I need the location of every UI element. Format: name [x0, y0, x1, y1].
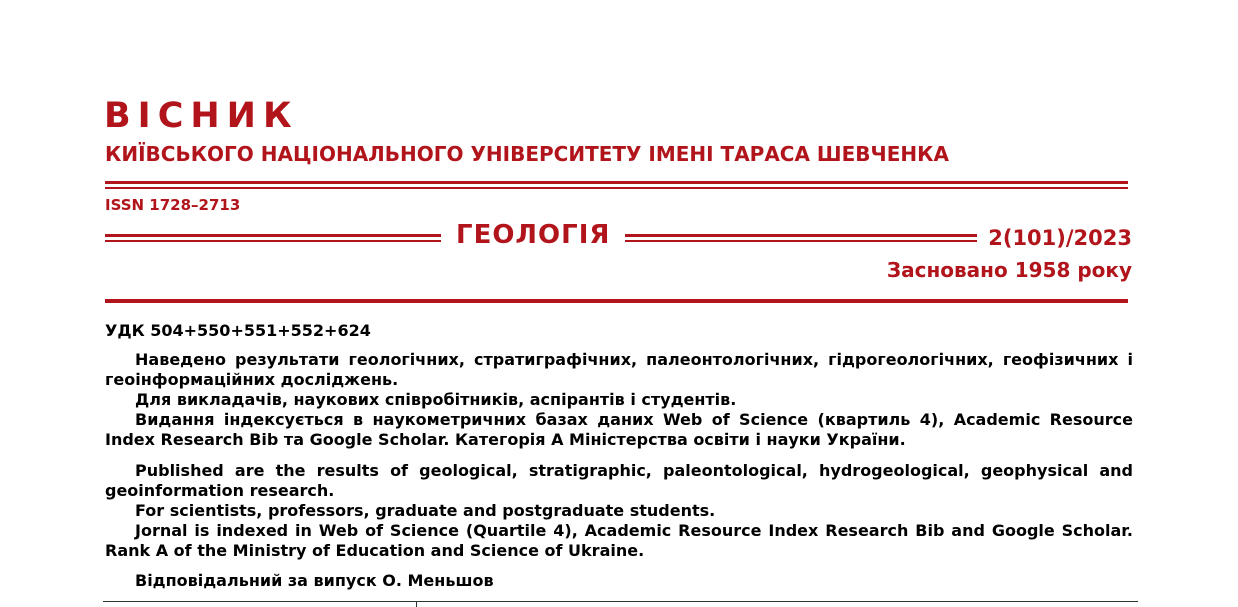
header-divider	[105, 181, 1128, 189]
ukrainian-description	[105, 350, 1133, 450]
university-name: КИЇВСЬКОГО НАЦІОНАЛЬНОГО УНІВЕРСИТЕТУ ІМЕНІ ТАРАСА ШЕВЧЕНКА	[105, 142, 949, 166]
ua-paragraph: Видання індексується в наукометричних базах даних Web of Science (квартиль 4), Academic Resource Index Research Bib та Google Scholar. Категорія А Міністерства освіти і науки України.	[105, 410, 1133, 449]
english-description	[105, 461, 1133, 561]
en-paragraph: Published are the results of geological, stratigraphic, paleontological, hydrogeological, geophysical and geoinformation research.	[105, 461, 1133, 500]
udk-code: УДК 504+550+551+552+624	[105, 321, 371, 340]
en-paragraph: For scientists, professors, graduate and postgraduate students.	[135, 501, 716, 520]
section-title: ГЕОЛОГІЯ	[456, 220, 611, 250]
ua-paragraph: Для викладачів, наукових співробітників, аспірантів і студентів.	[135, 390, 737, 409]
bottom-divider	[103, 601, 1138, 602]
ua-paragraph: Наведено результати геологічних, стратиграфічних, палеонтологічних, гідрогеологічних, геофізичних і геоінформаційних досліджень.	[105, 350, 1133, 389]
journal-title: ВІСНИК	[104, 96, 299, 136]
section-divider-right	[625, 234, 977, 242]
section-divider-left	[105, 234, 441, 242]
responsible-editor: Відповідальний за випуск О. Меньшов	[135, 571, 494, 590]
bottom-divider-tick	[416, 601, 417, 607]
issue-number: 2(101)/2023	[988, 226, 1132, 250]
en-paragraph: Jornal is indexed in Web of Science (Quartile 4), Academic Resource Index Research Bib and Google Scholar. Rank A of the Ministry of Education and Science of Ukraine.	[105, 521, 1133, 560]
body-divider	[105, 299, 1128, 303]
issn-label: ISSN 1728–2713	[105, 196, 241, 214]
founded-year: Засновано 1958 року	[886, 258, 1132, 282]
